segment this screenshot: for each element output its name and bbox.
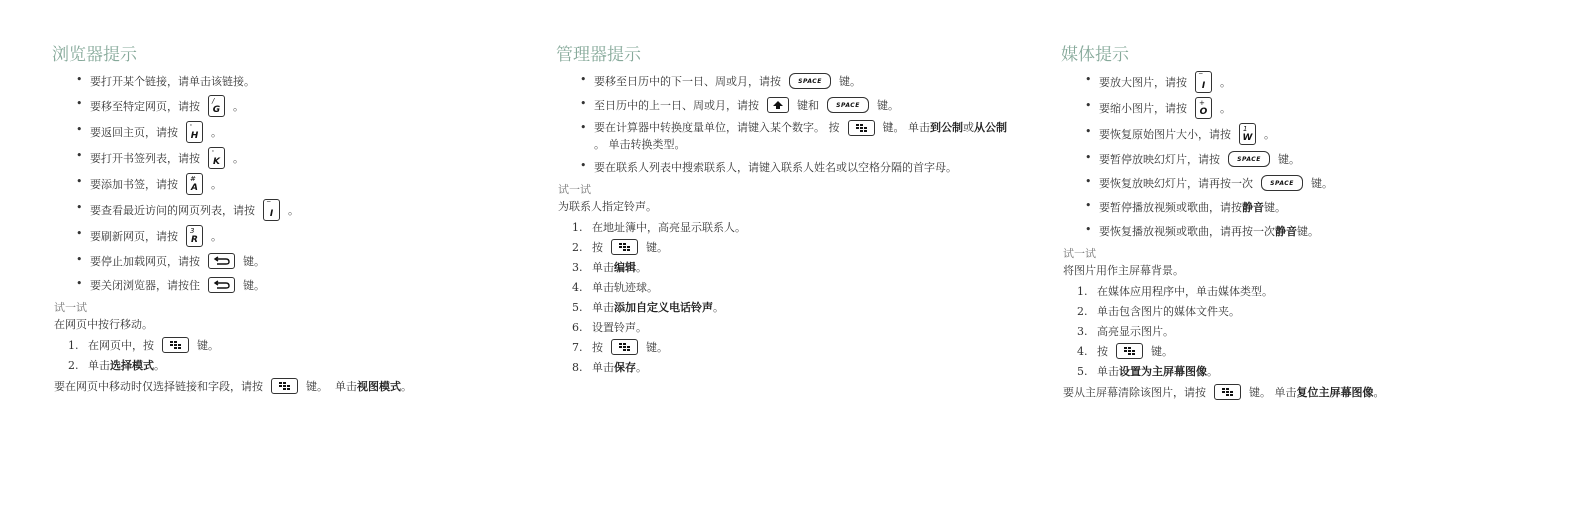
key-a-icon: # A [186,173,203,195]
list-item: • 要缩小图片，请按 + O 。 [1085,97,1523,119]
manager-tips-list [558,71,1018,177]
list-item: 4. 按 键。 [1077,344,1173,358]
key-i-icon: ‾ I [1195,71,1212,93]
menu-key-icon [611,239,638,255]
list-item: • 要移至日历中的下一日、周或月，请按 SPACE 键。 [580,71,1018,91]
list-item: • 至日历中的上一日、周或月，请按 键和 SPACE 键。 [580,95,1018,115]
list-item: • 要放大图片，请按 ‾ I 。 [1085,71,1523,93]
key-r-icon: 3 R [186,225,203,247]
media-tips-title: 媒体提示 [1061,45,1129,65]
list-item: • 要在联系人列表中搜索联系人，请键入联系人姓名或以空格分隔的首字母。 [580,157,1018,177]
key-w-icon: 1 W [1239,123,1256,145]
browser-steps [54,336,514,374]
browser-note: 要在网页中移动时仅选择链接和字段，请按 键。 单击 视图模式 。 [54,380,412,393]
menu-key-icon [1116,343,1143,359]
list-item: 1. 在网页中，按 键。 [68,338,219,352]
key-i-icon: ‾ I [263,199,280,221]
list-item: • 要停止加载网页，请按 键。 [76,251,514,271]
menu-key-icon [271,378,298,394]
space-key-icon: SPACE [827,97,869,113]
list-item: • 要在计算器中转换度量单位，请键入某个数字。 按 键。 单击 到公制 或 从公制 。 单击转换类型。 [580,119,1018,153]
list-item: • 要暂停放映幻灯片，请按 SPACE 键。 [1085,149,1523,169]
key-g-icon: / G [208,95,225,117]
list-item: 7. 按 键。 [572,340,668,354]
list-item: 2. 单击 选择模式 。 [68,358,165,372]
browser-tips-section [54,40,514,394]
list-item: • 要打开某个链接，请单击该链接。 [76,71,514,91]
list-item: 1. 在地址簿中，高亮显示联系人。 [572,220,746,234]
media-tips-list [1063,71,1523,241]
menu-key-icon [848,120,875,136]
try-it-intro: 在网页中按行移动。 [54,318,153,331]
list-item: • 要移至特定网页，请按 / G 。 [76,95,514,117]
list-item: • 要返回主页，请按 ' H 。 [76,121,514,143]
key-o-icon: + O [1195,97,1212,119]
try-it-intro: 为联系人指定铃声。 [558,200,657,213]
media-note: 要从主屏幕清除该图片，请按 键。 单击 复位主屏幕图像 。 [1063,386,1385,399]
list-item: 8. 单击 保存 。 [572,360,647,374]
space-key-icon: SPACE [789,73,831,89]
list-item: 4. 单击轨迹球。 [572,280,658,294]
escape-key-icon [208,253,235,269]
list-item: • 要打开书签列表，请按 ' K 。 [76,147,514,169]
menu-key-icon [611,339,638,355]
try-it-label: 试一试 [1063,247,1096,260]
list-item: • 要恢复原始图片大小，请按 1 W 。 [1085,123,1523,145]
space-key-icon: SPACE [1261,175,1303,191]
browser-tips-list [54,71,514,295]
try-it-label: 试一试 [558,183,591,196]
list-item: 3. 高亮显示图片。 [1077,324,1174,338]
list-item: • 要刷新网页，请按 3 R 。 [76,225,514,247]
list-item: 3. 单击 编辑 。 [572,260,647,274]
list-item: • 要查看最近访问的网页列表，请按 ‾ I 。 [76,199,514,221]
list-item: • 要暂停播放视频或歌曲，请按 静音 键。 [1085,197,1523,217]
menu-key-icon [1214,384,1241,400]
shift-key-icon [767,97,789,113]
list-item: 6. 设置铃声。 [572,320,647,334]
list-item: • 要恢复放映幻灯片，请再按一次 SPACE 键。 [1085,173,1523,193]
list-item: • 要关闭浏览器，请按住 键。 [76,275,514,295]
media-steps [1063,282,1523,380]
manager-tips-title: 管理器提示 [556,45,641,65]
list-item: • 要恢复播放视频或歌曲，请再按一次 静音 键。 [1085,221,1523,241]
list-item: • 要添加书签，请按 # A 。 [76,173,514,195]
try-it-label: 试一试 [54,301,87,314]
list-item: 2. 单击包含图片的媒体文件夹。 [1077,304,1240,318]
manager-tips-section [558,40,1018,378]
key-h-icon: ' H [186,121,203,143]
menu-key-icon [162,337,189,353]
list-item: 5. 单击 设置为主屏幕图像 。 [1077,364,1218,378]
manager-steps [558,218,1018,376]
list-item: 2. 按 键。 [572,240,668,254]
media-tips-section [1063,40,1523,400]
try-it-intro: 将图片用作主屏幕背景。 [1063,264,1184,277]
list-item: 5. 单击 添加自定义电话铃声 。 [572,300,724,314]
list-item: 1. 在媒体应用程序中，单击媒体类型。 [1077,284,1273,298]
key-k-icon: ' K [208,147,225,169]
escape-key-icon [208,277,235,293]
space-key-icon: SPACE [1228,151,1270,167]
browser-tips-title: 浏览器提示 [52,45,137,65]
